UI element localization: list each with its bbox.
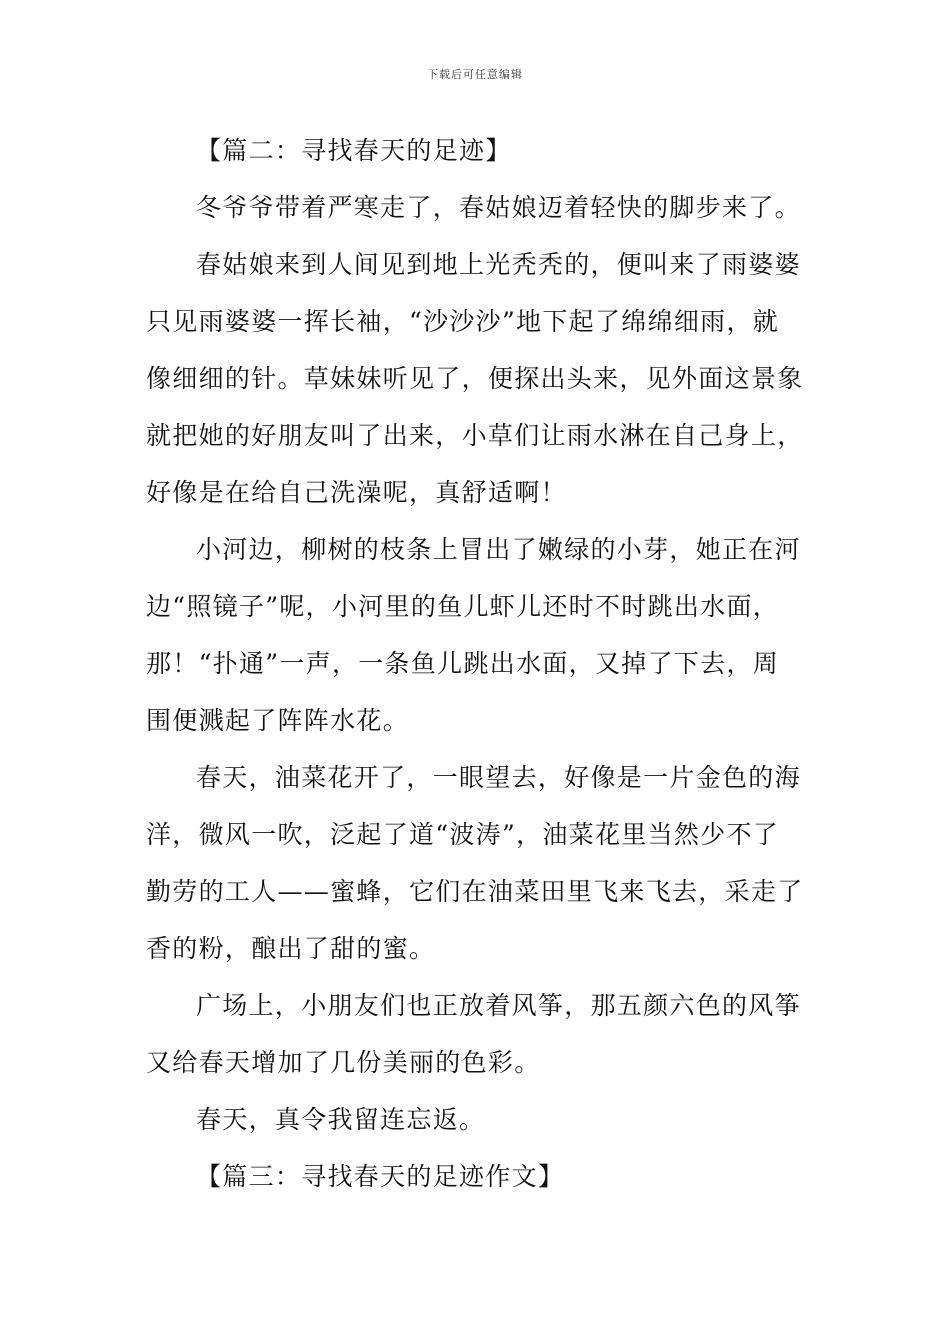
section-heading: 【篇二：寻找春天的足迹】 bbox=[196, 136, 512, 165]
paragraph-line: 冬爷爷带着严寒走了，春姑娘迈着轻快的脚步来了。 bbox=[196, 193, 801, 222]
paragraph-line: 春姑娘来到人间见到地上光秃秃的，便叫来了雨婆婆 bbox=[196, 250, 801, 279]
paragraph-line: 香的粉，酿出了甜的蜜。 bbox=[146, 934, 436, 963]
paragraph-line: 春天，真令我留连忘返。 bbox=[196, 1105, 486, 1134]
page-header: 下载后可任意编辑 bbox=[427, 68, 523, 81]
paragraph-line: 好像是在给自己洗澡呢，真舒适啊！ bbox=[146, 478, 567, 507]
paragraph-line: 就把她的好朋友叫了出来，小草们让雨水淋在自己身上， bbox=[146, 421, 804, 450]
paragraph-line: 像细细的针。草妹妹听见了，便探出头来，见外面这景象 bbox=[146, 364, 804, 393]
paragraph-line: 勤劳的工人——蜜蜂，它们在油菜田里飞来飞去，采走了 bbox=[146, 877, 804, 906]
paragraph-line: 春天，油菜花开了，一眼望去，好像是一片金色的海 bbox=[196, 763, 801, 792]
section-heading: 【篇三：寻找春天的足迹作文】 bbox=[196, 1162, 565, 1191]
paragraph-line: 洋，微风一吹，泛起了道“波涛”，油菜花里当然少不了 bbox=[146, 820, 780, 849]
paragraph-line: 围便溅起了阵阵水花。 bbox=[146, 706, 410, 735]
paragraph-line: 小河边，柳树的枝条上冒出了嫩绿的小芽，她正在河 bbox=[196, 535, 801, 564]
paragraph-line: 边“照镜子”呢，小河里的鱼儿虾儿还时不时跳出水面， bbox=[146, 592, 780, 621]
paragraph-line: 只见雨婆婆一挥长袖，“沙沙沙”地下起了绵绵细雨，就 bbox=[146, 307, 780, 336]
paragraph-line: 广场上，小朋友们也正放着风筝，那五颜六色的风筝 bbox=[196, 991, 801, 1020]
paragraph-line: 又给春天增加了几份美丽的色彩。 bbox=[146, 1048, 541, 1077]
paragraph-line: 那！“扑通”一声，一条鱼儿跳出水面，又掉了下去，周 bbox=[146, 649, 780, 678]
